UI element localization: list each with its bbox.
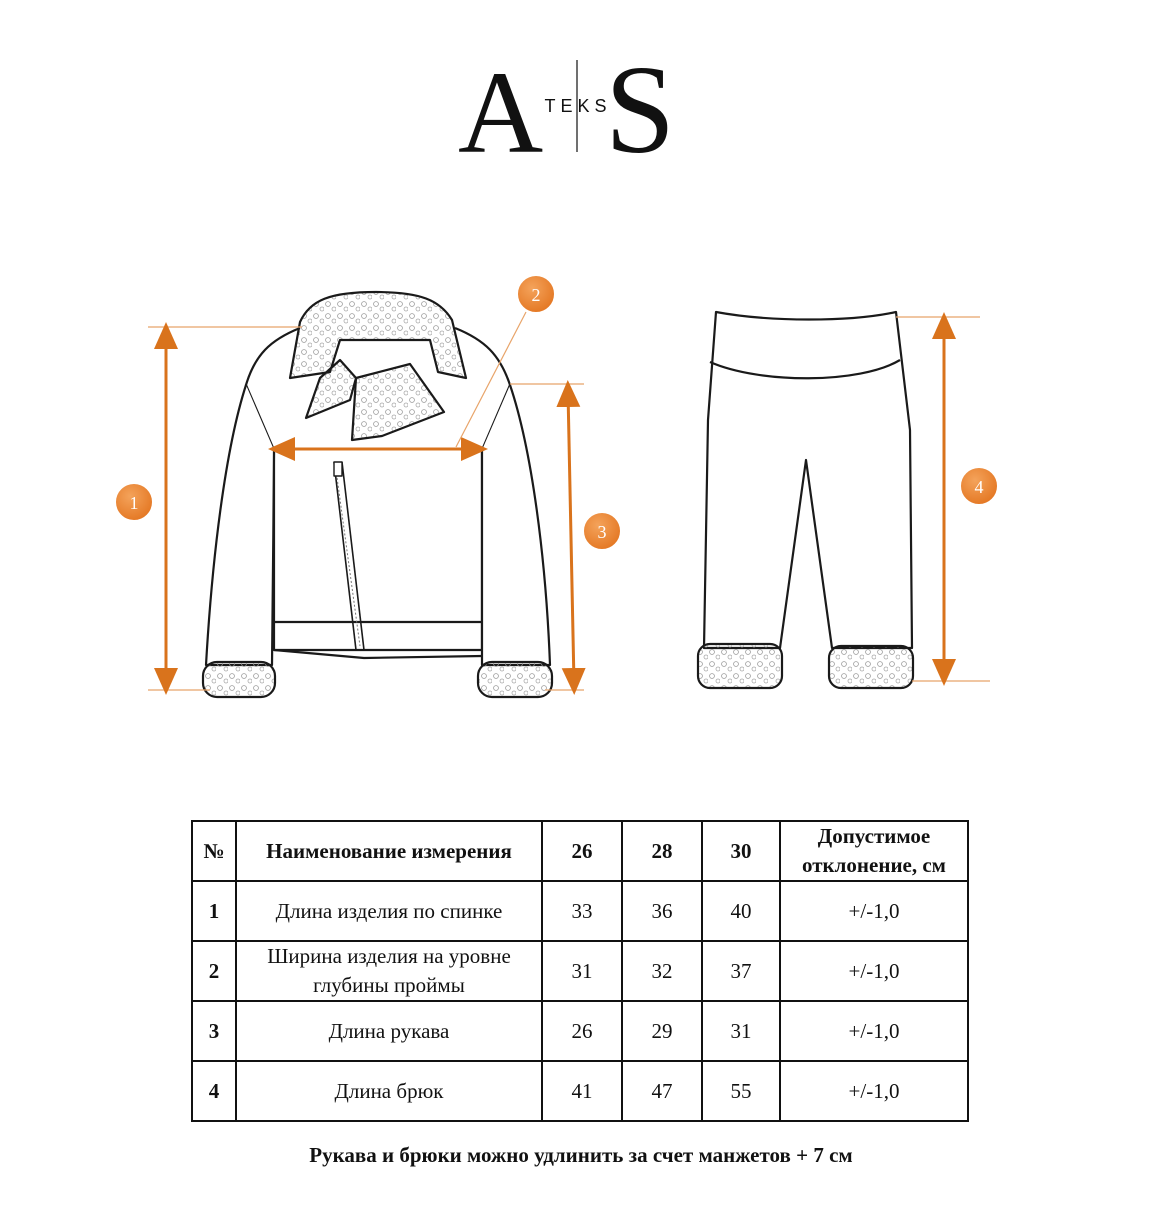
- jacket-drawing: [203, 292, 552, 697]
- row-name: Длина изделия по спинке: [236, 881, 542, 941]
- row-number: 1: [192, 881, 236, 941]
- row-tolerance: +/-1,0: [780, 1061, 968, 1121]
- pants-drawing: [698, 312, 913, 688]
- table-row: [192, 1061, 968, 1121]
- logo-letter-s: S: [605, 41, 676, 170]
- row-size-30: 55: [702, 1061, 780, 1121]
- marker-2: [517, 275, 555, 313]
- row-size-28: 29: [622, 1001, 702, 1061]
- marker-3: [583, 512, 621, 550]
- row-size-30: 31: [702, 1001, 780, 1061]
- row-name: Ширина изделия на уровне глубины проймы: [236, 941, 542, 1001]
- row-name: Длина брюк: [236, 1061, 542, 1121]
- row-tolerance: +/-1,0: [780, 881, 968, 941]
- table-row: [192, 1001, 968, 1061]
- row-size-28: 47: [622, 1061, 702, 1121]
- row-size-26: 31: [542, 941, 622, 1001]
- header-size-26: 26: [542, 821, 622, 881]
- row-size-30: 37: [702, 941, 780, 1001]
- row-size-28: 36: [622, 881, 702, 941]
- row-number: 3: [192, 1001, 236, 1061]
- row-tolerance: +/-1,0: [780, 1001, 968, 1061]
- header-measurement-name: Наименование измерения: [236, 821, 542, 881]
- table-row: [192, 941, 968, 1001]
- size-table: [191, 820, 969, 1122]
- table-row: [192, 881, 968, 941]
- row-size-30: 40: [702, 881, 780, 941]
- svg-text:2: 2: [531, 285, 541, 305]
- marker-4: [960, 467, 998, 505]
- row-size-26: 33: [542, 881, 622, 941]
- svg-text:1: 1: [129, 493, 139, 513]
- measure-3-arrow: [568, 392, 574, 683]
- footnote: Рукава и брюки можно удлинить за счет манжетов + 7 см: [309, 1143, 853, 1167]
- table-header-row: [192, 821, 968, 881]
- row-number: 4: [192, 1061, 236, 1121]
- logo-text-teks: TEKS: [544, 96, 612, 116]
- garment-diagram: [0, 255, 1162, 715]
- logo-letter-a: A: [458, 47, 544, 170]
- header-size-28: 28: [622, 821, 702, 881]
- row-tolerance: +/-1,0: [780, 941, 968, 1001]
- row-size-26: 26: [542, 1001, 622, 1061]
- marker-1: [115, 483, 153, 521]
- row-name: Длина рукава: [236, 1001, 542, 1061]
- row-size-26: 41: [542, 1061, 622, 1121]
- brand-logo: [440, 40, 720, 170]
- svg-text:4: 4: [974, 477, 984, 497]
- svg-text:3: 3: [597, 522, 607, 542]
- row-size-28: 32: [622, 941, 702, 1001]
- row-number: 2: [192, 941, 236, 1001]
- header-tolerance: Допустимое отклонение, см: [780, 821, 968, 881]
- header-number: №: [192, 821, 236, 881]
- header-size-30: 30: [702, 821, 780, 881]
